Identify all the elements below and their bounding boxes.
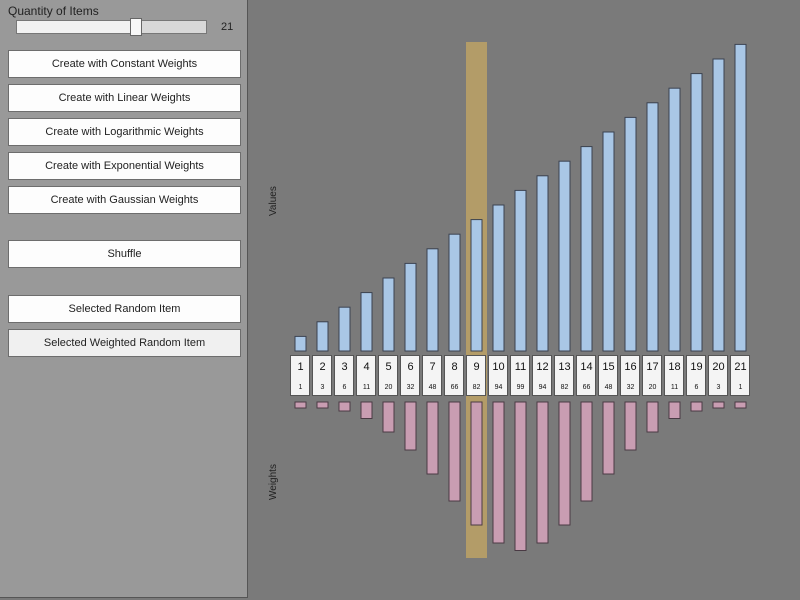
item-weight-label: 11 (670, 384, 679, 391)
item-index-label: 2 (319, 361, 326, 373)
item-index-label: 21 (734, 361, 747, 373)
item-weight-label: 11 (362, 384, 371, 391)
item-index-label: 12 (536, 361, 549, 373)
item-index-label: 16 (624, 361, 637, 373)
value-bar (581, 147, 592, 351)
weight-bar (691, 402, 702, 411)
weight-bar (625, 402, 636, 450)
item-weight-label: 48 (604, 384, 613, 391)
create-linear-weights-button[interactable]: Create with Linear Weights (8, 84, 241, 112)
item-weight-label: 32 (626, 384, 635, 391)
value-bar (295, 336, 306, 351)
weight-bar (383, 402, 394, 432)
value-bar (537, 176, 548, 351)
value-bar (735, 44, 746, 351)
item-weight-label: 48 (428, 384, 437, 391)
item-index-label: 10 (492, 361, 505, 373)
value-bar (339, 307, 350, 351)
create-logarithmic-weights-button[interactable]: Create with Logarithmic Weights (8, 118, 241, 146)
create-constant-weights-button[interactable]: Create with Constant Weights (8, 50, 241, 78)
value-bar (713, 59, 724, 351)
weight-bar (493, 402, 504, 543)
item-index-label: 15 (602, 361, 615, 373)
item-index-label: 14 (580, 361, 593, 373)
value-bar (625, 117, 636, 351)
weights-axis-label: Weights (268, 464, 279, 500)
weight-bar (317, 402, 328, 408)
weight-bar (471, 402, 482, 525)
weight-bar (559, 402, 570, 525)
value-bar (559, 161, 570, 351)
quantity-slider-handle[interactable] (130, 18, 142, 36)
item-weight-label: 99 (516, 384, 525, 391)
weight-bar (735, 402, 746, 408)
value-bar (449, 234, 460, 351)
weight-bar (603, 402, 614, 474)
quantity-slider-fill (17, 21, 130, 33)
item-index-label: 1 (297, 361, 304, 373)
quantity-value: 21 (221, 21, 234, 33)
quantity-label: Quantity of Items (8, 4, 99, 18)
quantity-slider[interactable] (16, 20, 207, 34)
item-index-label: 7 (429, 361, 436, 373)
item-index-label: 17 (646, 361, 659, 373)
item-index-label: 5 (385, 361, 392, 373)
item-weight-label: 1 (738, 384, 743, 391)
value-bar (603, 132, 614, 351)
weight-bar (647, 402, 658, 432)
item-index-label: 19 (690, 361, 703, 373)
item-weight-label: 3 (716, 384, 721, 391)
value-bar (427, 249, 438, 351)
create-gaussian-weights-button[interactable]: Create with Gaussian Weights (8, 186, 241, 214)
item-weight-label: 66 (582, 384, 591, 391)
value-bar (669, 88, 680, 351)
weight-bar (537, 402, 548, 543)
control-panel (0, 0, 248, 598)
weight-bar (361, 402, 372, 419)
weight-bar (449, 402, 460, 501)
weight-bar (405, 402, 416, 450)
item-index-label: 6 (407, 361, 414, 373)
item-index-label: 8 (451, 361, 458, 373)
item-index-label: 4 (363, 361, 370, 373)
item-weight-label: 82 (560, 384, 569, 391)
item-weight-label: 20 (384, 384, 393, 391)
value-bar (515, 190, 526, 351)
item-weight-label: 1 (298, 384, 303, 391)
value-bar (647, 103, 658, 351)
item-weight-label: 94 (494, 384, 503, 391)
weight-bar (427, 402, 438, 474)
item-weight-label: 20 (648, 384, 657, 391)
weight-bar (515, 402, 526, 551)
item-index-label: 3 (341, 361, 348, 373)
values-axis-label: Values (268, 186, 279, 216)
shuffle-button[interactable]: Shuffle (8, 240, 241, 268)
item-weight-label: 66 (450, 384, 459, 391)
item-index-label: 11 (514, 361, 527, 373)
weight-bar (295, 402, 306, 408)
item-weight-label: 3 (320, 384, 325, 391)
select-random-item-button[interactable]: Selected Random Item (8, 295, 241, 323)
item-weight-label: 6 (342, 384, 347, 391)
item-weight-label: 6 (694, 384, 699, 391)
value-bar (383, 278, 394, 351)
value-bar (691, 74, 702, 351)
value-bar (405, 263, 416, 351)
item-index-label: 13 (558, 361, 571, 373)
value-bar (493, 205, 504, 351)
value-bar (361, 293, 372, 351)
value-bar (471, 220, 482, 351)
create-exponential-weights-button[interactable]: Create with Exponential Weights (8, 152, 241, 180)
item-index-label: 20 (712, 361, 725, 373)
item-weight-label: 94 (538, 384, 547, 391)
item-weight-label: 82 (472, 384, 481, 391)
value-bar (317, 322, 328, 351)
weight-bar (581, 402, 592, 501)
weight-bar (669, 402, 680, 419)
values-weights-chart (250, 0, 800, 600)
item-weight-label: 32 (406, 384, 415, 391)
item-index-label: 9 (473, 361, 480, 373)
weight-bar (339, 402, 350, 411)
weight-bar (713, 402, 724, 408)
item-index-label: 18 (668, 361, 681, 373)
select-weighted-random-item-button[interactable]: Selected Weighted Random Item (8, 329, 241, 357)
